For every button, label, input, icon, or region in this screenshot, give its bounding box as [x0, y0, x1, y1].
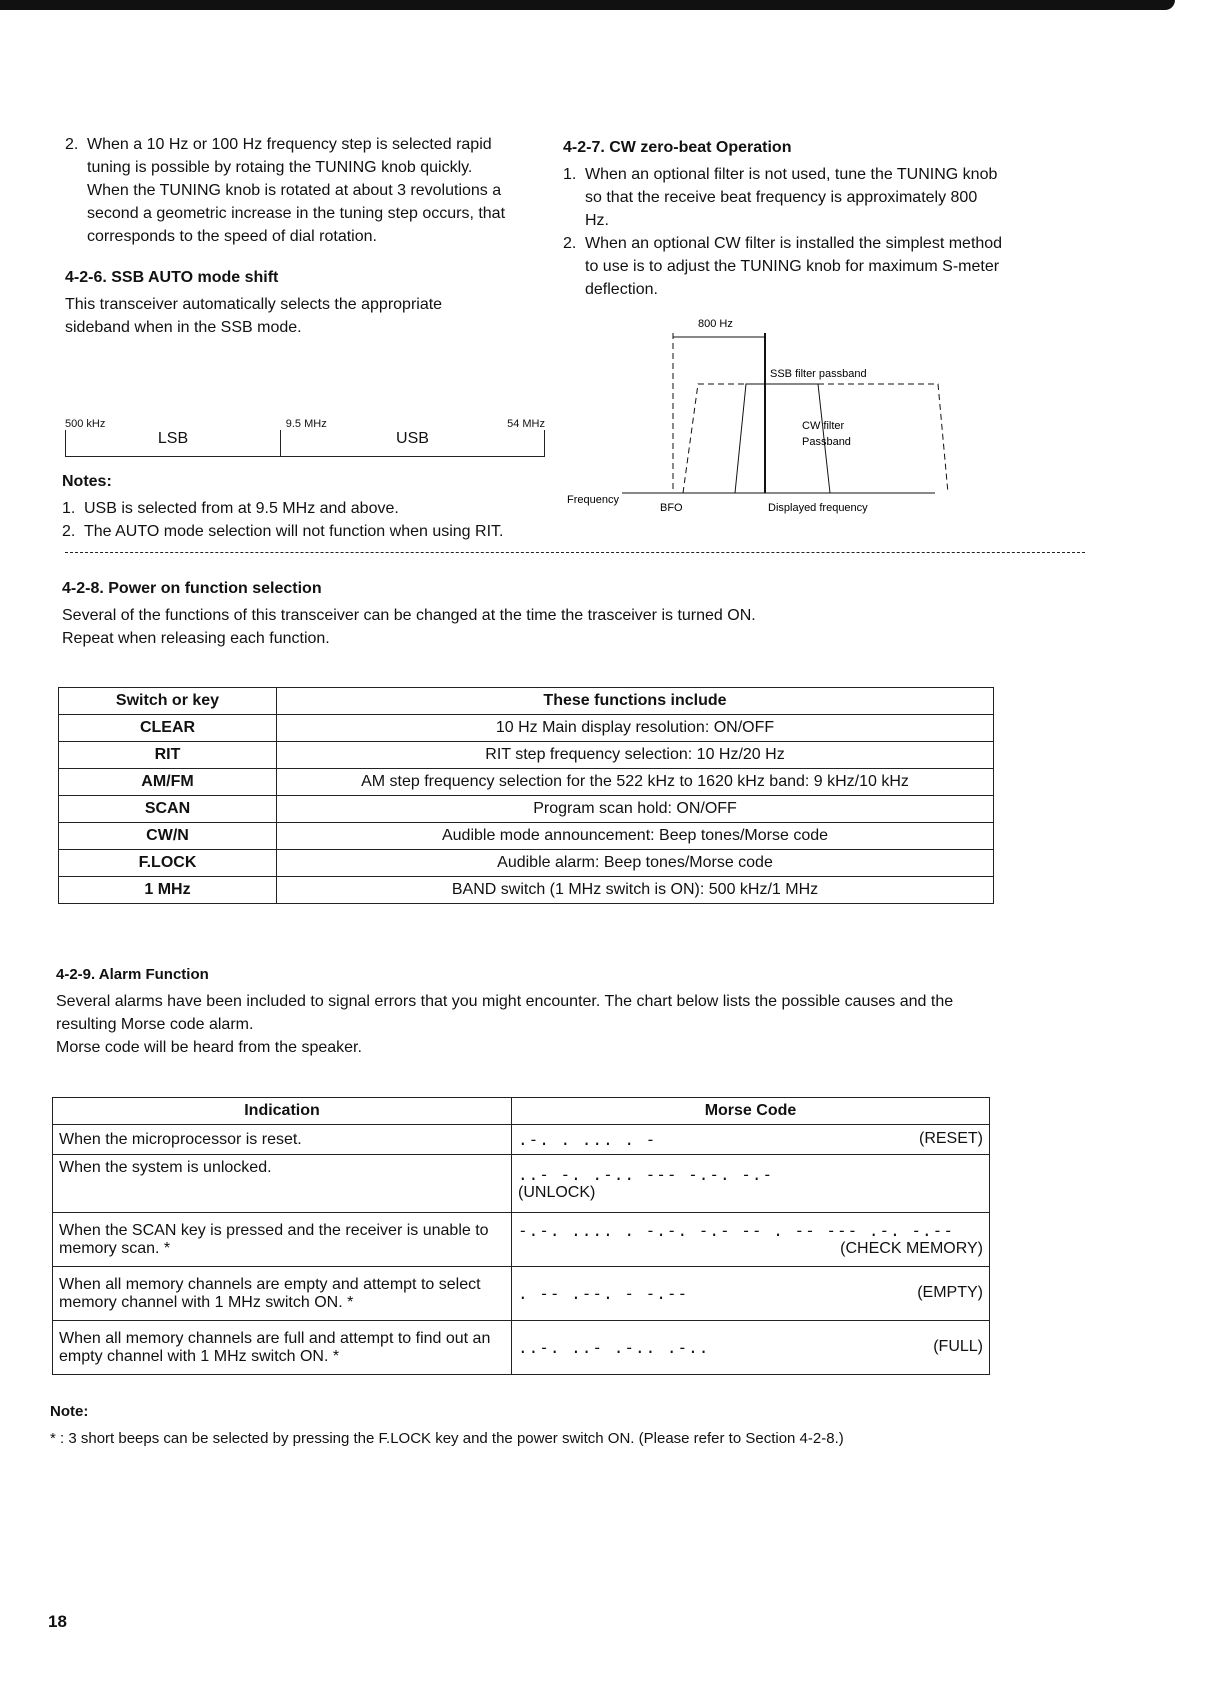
cw-label: Passband [802, 436, 851, 448]
column-header: Switch or key [59, 688, 277, 715]
section-429 [56, 963, 996, 1059]
item-number: 2. [65, 136, 79, 153]
band-label: 54 MHz [507, 418, 545, 430]
morse-code: .-. . ... . - [518, 1129, 657, 1149]
function: BAND switch (1 MHz switch is ON): 500 kHz/1 MHz [277, 877, 994, 904]
displayed-frequency-label: Displayed frequency [768, 502, 868, 514]
alarm-note [50, 1400, 990, 1450]
morse-code: ..-. ..- .-.. .-.. [518, 1337, 710, 1357]
table-row [53, 1213, 990, 1267]
item-number: 2. [563, 235, 577, 252]
item-number: 1. [563, 166, 577, 183]
notes-label: Notes: [62, 473, 112, 490]
table-row [59, 715, 994, 742]
indication: When all memory channels are empty and attempt to select memory channel with 1 MHz switch ON. * [53, 1267, 512, 1321]
paragraph: Several alarms have been included to signal errors that you might encounter. The chart below lists the possible causes and the resulting Morse code alarm. [56, 993, 954, 1033]
paragraph: Repeat when releasing each function. [62, 630, 330, 647]
morse-code: -.-. .... . -.-. -.- -- . -- --- .-. -.-- [518, 1221, 954, 1240]
frequency-label: Frequency [567, 494, 619, 506]
alarm-label: (FULL) [933, 1337, 983, 1355]
lsb-segment: LSB [65, 430, 280, 456]
table-row [53, 1155, 990, 1213]
column-header: Morse Code [512, 1098, 990, 1125]
alarm-label: (UNLOCK) [518, 1184, 596, 1201]
key: CLEAR [139, 719, 196, 736]
table-row [59, 796, 994, 823]
table-row [59, 823, 994, 850]
key: AM/FM [141, 773, 194, 790]
column-header: These functions include [277, 688, 994, 715]
section-heading: 4-2-8. Power on function selection [62, 580, 322, 597]
note: The AUTO mode selection will not function when using RIT. [84, 523, 504, 540]
band-label: 9.5 MHz [285, 418, 327, 430]
function: Program scan hold: ON/OFF [277, 796, 994, 823]
item-number: 1. [62, 500, 76, 517]
table-row [59, 850, 994, 877]
span-label: 800 Hz [698, 318, 733, 330]
section-428 [62, 577, 1012, 650]
indication: When the SCAN key is pressed and the receiver is unable to memory scan. * [53, 1213, 512, 1267]
left-column [65, 133, 507, 339]
table-row [53, 1267, 990, 1321]
table-row [59, 877, 994, 904]
right-column [563, 136, 1003, 301]
section-heading: 4-2-7. CW zero-beat Operation [563, 139, 792, 156]
function: Audible alarm: Beep tones/Morse code [277, 850, 994, 877]
table-row [53, 1125, 990, 1155]
key: CW/N [146, 827, 189, 844]
notes [62, 470, 507, 543]
alarm-label: (RESET) [919, 1129, 983, 1147]
paragraph: When an optional filter is not used, tune the TUNING knob so that the receive beat frequency is approximately 800 Hz. [585, 166, 998, 229]
bfo-label: BFO [660, 502, 683, 514]
key: 1 MHz [144, 881, 191, 898]
section-heading: 4-2-9. Alarm Function [56, 966, 209, 983]
note: USB is selected from at 9.5 MHz and above. [84, 500, 399, 517]
band-label: 500 kHz [65, 418, 106, 430]
alarm-table [52, 1097, 990, 1375]
note-label: Note: [50, 1403, 89, 1420]
page-number: 18 [48, 1612, 67, 1631]
indication: When all memory channels are full and attempt to find out an empty channel with 1 MHz switch ON. * [53, 1321, 512, 1375]
function: Audible mode announcement: Beep tones/Morse code [277, 823, 994, 850]
function: RIT step frequency selection: 10 Hz/20 Hz [277, 742, 994, 769]
paragraph: When the TUNING knob is rotated at about 3 revolutions a second a geometric increase in the tuning step occurs, that corresponds to the speed of dial rotation. [87, 182, 506, 245]
paragraph: This transceiver automatically selects the appropriate sideband when in the SSB mode. [65, 296, 443, 336]
column-header: Indication [53, 1098, 512, 1125]
table-row [59, 742, 994, 769]
note-text: * : 3 short beeps can be selected by pressing the F.LOCK key and the power switch ON. (Please refer to Section 4-2-8.) [50, 1430, 844, 1447]
morse-code: ..- -. .-.. --- -.-. -.- [518, 1165, 774, 1184]
cw-filter-diagram [560, 315, 960, 525]
paragraph: When an optional CW filter is installed the simplest method to use is to adjust the TUNING knob for maximum S-meter deflection. [585, 235, 1003, 298]
key: SCAN [144, 800, 191, 817]
function: 10 Hz Main display resolution: ON/OFF [277, 715, 994, 742]
item-number: 2. [62, 523, 76, 540]
usb-segment: USB [280, 430, 545, 456]
paragraph: Several of the functions of this transceiver can be changed at the time the trasceiver is turned ON. [62, 607, 756, 624]
indication: When the system is unlocked. [53, 1155, 512, 1213]
function: AM step frequency selection for the 522 kHz to 1620 kHz band: 9 kHz/10 kHz [277, 769, 994, 796]
band-diagram [65, 418, 545, 457]
paragraph: When a 10 Hz or 100 Hz frequency step is selected rapid tuning is possible by rotaing the TUNING knob quickly. [87, 136, 492, 176]
morse-code: . -- .--. - -.-- [518, 1283, 689, 1303]
power-on-table [58, 687, 994, 904]
section-heading: 4-2-6. SSB AUTO mode shift [65, 269, 279, 286]
alarm-label: (EMPTY) [917, 1283, 983, 1301]
key: RIT [154, 746, 181, 763]
divider [65, 552, 1085, 553]
table-row [53, 1321, 990, 1375]
table-row [59, 769, 994, 796]
alarm-label: (CHECK MEMORY) [840, 1240, 983, 1257]
top-border [0, 0, 1175, 10]
cw-label: CW filter [802, 420, 845, 432]
key: F.LOCK [138, 854, 197, 871]
paragraph: Morse code will be heard from the speaker. [56, 1039, 362, 1056]
indication: When the microprocessor is reset. [53, 1125, 512, 1155]
ssb-label: SSB filter passband [770, 368, 867, 380]
